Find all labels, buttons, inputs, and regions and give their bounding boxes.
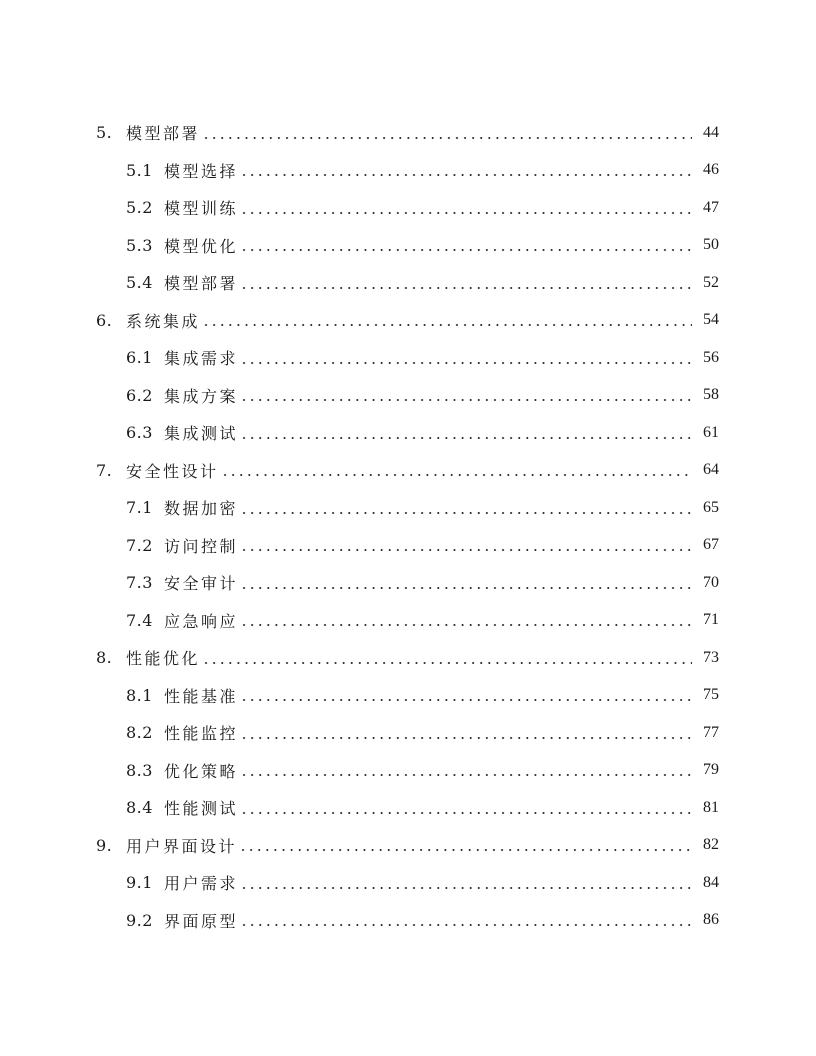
- toc-entry[interactable]: [0, 602, 816, 640]
- toc-entry-number: 9.: [96, 835, 113, 855]
- toc-dot-leader: [239, 849, 692, 851]
- toc-entry[interactable]: [0, 752, 816, 790]
- toc-entry-page: 54: [703, 311, 719, 329]
- toc-dot-leader: [240, 587, 692, 589]
- toc-entry-number: 9.2: [126, 910, 153, 930]
- toc-entry-title: 性能监控: [164, 724, 239, 744]
- toc-entry-title: 模型优化: [164, 236, 239, 256]
- toc-dot-leader: [240, 737, 692, 739]
- toc-dot-leader: [240, 699, 692, 701]
- toc-dot-leader: [240, 174, 692, 176]
- toc-entry-title: 系统集成: [126, 311, 201, 331]
- toc-dot-leader: [240, 437, 692, 439]
- toc-entry-page: 50: [703, 236, 719, 254]
- toc-dot-leader: [202, 662, 692, 664]
- toc-entry-number: 8.3: [126, 760, 153, 780]
- toc-dot-leader: [240, 512, 692, 514]
- toc-entry-title: 优化策略: [164, 761, 239, 781]
- toc-dot-leader: [240, 924, 692, 926]
- toc-entry[interactable]: [0, 864, 816, 902]
- toc-dot-leader: [240, 362, 692, 364]
- toc-dot-leader: [202, 137, 692, 139]
- toc-entry[interactable]: [0, 414, 816, 452]
- toc-entry-number: 5.2: [126, 198, 153, 218]
- toc-entry-number: 6.2: [126, 385, 153, 405]
- toc-entry-number: 7.: [96, 460, 113, 480]
- toc-entry-number: 5.1: [126, 160, 153, 180]
- toc-entry-title: 性能测试: [164, 799, 239, 819]
- toc-entry-number: 7.4: [126, 610, 153, 630]
- toc-entry-title: 模型部署: [126, 124, 201, 144]
- toc-entry[interactable]: [0, 339, 816, 377]
- toc-entry-title: 性能优化: [126, 649, 201, 669]
- toc-entry-number: 8.2: [126, 723, 153, 743]
- toc-entry[interactable]: [0, 902, 816, 940]
- toc-entry-title: 集成测试: [164, 424, 239, 444]
- toc-entry-number: 7.1: [126, 498, 153, 518]
- toc-entry-number: 8.: [96, 648, 113, 668]
- toc-entry[interactable]: [0, 452, 816, 490]
- toc-entry-page: 81: [703, 798, 719, 816]
- toc-entry-title: 安全性设计: [126, 461, 219, 481]
- toc-entry-page: 52: [703, 273, 719, 291]
- toc-dot-leader: [240, 549, 692, 551]
- toc-entry-number: 5.3: [126, 235, 153, 255]
- toc-entry-number: 7.2: [126, 535, 153, 555]
- toc-entry-title: 模型训练: [164, 199, 239, 219]
- toc-entry-page: 86: [703, 911, 719, 929]
- toc-entry-page: 73: [703, 648, 719, 666]
- toc-entry-page: 46: [703, 161, 719, 179]
- toc-entry-page: 67: [703, 536, 719, 554]
- toc-entry-number: 7.3: [126, 573, 153, 593]
- toc-entry-title: 性能基准: [164, 686, 239, 706]
- toc-entry[interactable]: [0, 527, 816, 565]
- toc-entry-page: 77: [703, 723, 719, 741]
- toc-dot-leader: [240, 887, 692, 889]
- toc-dot-leader: [240, 399, 692, 401]
- toc-entry-page: 71: [703, 611, 719, 629]
- toc-entry-number: 5.: [96, 123, 113, 143]
- toc-entry[interactable]: [0, 302, 816, 340]
- toc-entry[interactable]: [0, 789, 816, 827]
- toc-dot-leader: [240, 212, 692, 214]
- toc-entry-title: 数据加密: [164, 499, 239, 519]
- toc-dot-leader: [240, 774, 692, 776]
- toc-entry-number: 6.3: [126, 423, 153, 443]
- toc-entry-number: 6.: [96, 310, 113, 330]
- table-of-contents: [0, 114, 816, 939]
- toc-entry-title: 应急响应: [164, 611, 239, 631]
- toc-entry-title: 集成需求: [164, 349, 239, 369]
- toc-entry-page: 61: [703, 423, 719, 441]
- toc-dot-leader: [240, 287, 692, 289]
- toc-entry-page: 58: [703, 386, 719, 404]
- toc-entry-page: 64: [703, 461, 719, 479]
- toc-entry-page: 75: [703, 686, 719, 704]
- toc-entry-title: 模型选择: [164, 161, 239, 181]
- toc-entry-page: 65: [703, 498, 719, 516]
- toc-entry[interactable]: [0, 677, 816, 715]
- toc-entry[interactable]: [0, 377, 816, 415]
- toc-entry-number: 8.4: [126, 798, 153, 818]
- toc-dot-leader: [240, 624, 692, 626]
- toc-entry-title: 模型部署: [164, 274, 239, 294]
- toc-entry[interactable]: [0, 639, 816, 677]
- toc-entry-page: 82: [703, 836, 719, 854]
- toc-entry[interactable]: [0, 714, 816, 752]
- toc-entry-page: 47: [703, 198, 719, 216]
- toc-dot-leader: [221, 474, 692, 476]
- toc-entry[interactable]: [0, 827, 816, 865]
- toc-entry[interactable]: [0, 189, 816, 227]
- toc-entry[interactable]: [0, 489, 816, 527]
- toc-entry-title: 安全审计: [164, 574, 239, 594]
- toc-dot-leader: [240, 249, 692, 251]
- toc-entry-title: 界面原型: [164, 911, 239, 931]
- toc-entry[interactable]: [0, 564, 816, 602]
- toc-entry-number: 5.4: [126, 273, 153, 293]
- toc-entry-title: 集成方案: [164, 386, 239, 406]
- toc-entry-title: 用户需求: [164, 874, 239, 894]
- toc-dot-leader: [202, 324, 692, 326]
- toc-entry[interactable]: [0, 114, 816, 152]
- toc-entry-page: 56: [703, 348, 719, 366]
- toc-entry-page: 70: [703, 573, 719, 591]
- toc-entry-number: 9.1: [126, 873, 153, 893]
- toc-entry[interactable]: [0, 152, 816, 190]
- toc-entry-page: 79: [703, 761, 719, 779]
- toc-dot-leader: [240, 812, 692, 814]
- toc-entry-title: 访问控制: [164, 536, 239, 556]
- toc-entry[interactable]: [0, 227, 816, 265]
- toc-entry-page: 44: [703, 123, 719, 141]
- toc-entry-title: 用户界面设计: [126, 836, 238, 856]
- toc-entry-page: 84: [703, 873, 719, 891]
- toc-entry[interactable]: [0, 264, 816, 302]
- toc-entry-number: 8.1: [126, 685, 153, 705]
- toc-entry-number: 6.1: [126, 348, 153, 368]
